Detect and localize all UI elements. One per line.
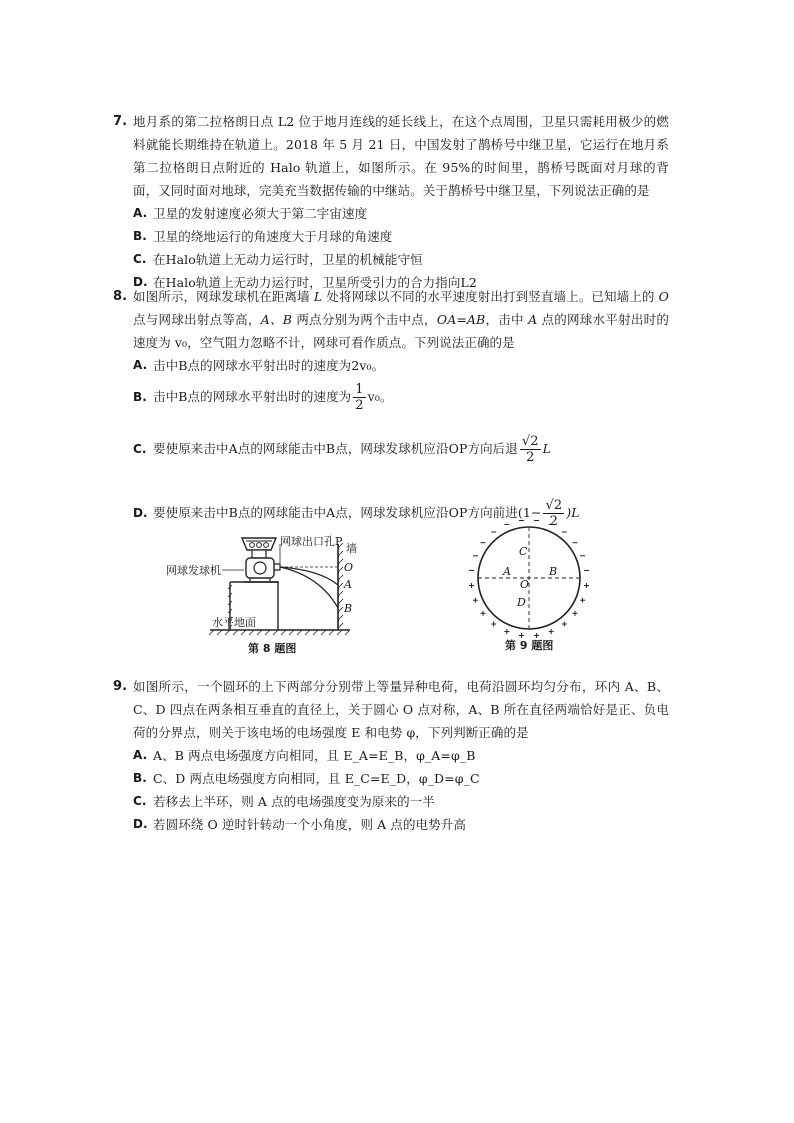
stem-text: A、B — [260, 312, 293, 327]
figure-9 — [465, 520, 605, 655]
stem-text: A — [528, 312, 538, 327]
numerator: √2 — [521, 434, 539, 449]
option-text: 若圆环绕 O 逆时针转动一个小角度，则 A 点的电势升高 — [153, 817, 466, 832]
option-text: A、B 两点电场强度方向相同，且 E_A=E_B，φ_A=φ_B — [153, 748, 476, 763]
option-label: D. — [133, 506, 148, 520]
denominator: 2 — [526, 450, 535, 465]
option-label: A. — [133, 748, 148, 762]
question-8 — [113, 285, 669, 539]
option-text: )L — [566, 505, 580, 520]
option-c — [133, 423, 669, 475]
option-a — [133, 744, 669, 767]
denominator: 2 — [549, 514, 559, 529]
point-c-label: C — [519, 545, 528, 558]
question-number: 9. — [113, 679, 128, 694]
question-number: 7. — [113, 114, 128, 129]
stem-text: 点的网球水平射出时的速度为 v₀，空气阻力忽略不计，网球可看作质点。下列说法正确的是 — [133, 312, 669, 350]
question-stem: 如图所示，一个圆环的上下两部分分别带上等量异种电荷，电荷沿圆环均匀分布，环内 A、B、C、D 四点在两条相互垂直的直径上，关于圆心 O 点对称，A、B 所在直径两端恰好是正、负电荷的分界点，则关于该电场的电场强度 E 和电势 φ，下列判断正确的是 — [133, 679, 669, 740]
point-b-label: B — [549, 565, 558, 578]
center-o-label: O — [520, 578, 530, 591]
option-text: 在Halo轨道上无动力运行时，卫星的机械能守恒 — [153, 252, 423, 267]
option-text: 若移去上半环，则 A 点的电场强度变为原来的一半 — [153, 794, 435, 809]
figure-8 — [166, 530, 370, 660]
option-b — [133, 225, 669, 248]
option-c — [133, 248, 669, 271]
option-text: 击中B点的网球水平射出时的速度为 — [153, 389, 352, 404]
stem-text: ，击中 — [485, 312, 529, 327]
hole-label: 网球出口孔P — [280, 535, 343, 548]
stem-text: 点与网球出射点等高， — [133, 312, 261, 327]
stem-text: OA=AB — [436, 312, 486, 327]
wall-label: 墙 — [346, 542, 357, 555]
option-label: D. — [133, 275, 148, 289]
option-b — [133, 377, 669, 417]
option-text: 要使原来击中A点的网球能击中B点，网球发球机应沿OP方向后退 — [153, 441, 518, 456]
option-text: v₀。 — [367, 389, 393, 404]
option-c — [133, 790, 669, 813]
question-stem — [133, 285, 669, 354]
option-label: C. — [133, 442, 147, 456]
option-a — [133, 354, 669, 377]
point-a-label: A — [344, 578, 352, 591]
option-a — [133, 202, 669, 225]
option-b — [133, 767, 669, 790]
option-text: 卫星的发射速度必须大于第二宇宙速度 — [153, 206, 368, 221]
option-label: D. — [133, 817, 148, 831]
option-label: A. — [133, 358, 148, 372]
question-9 — [113, 675, 669, 836]
figure-caption: 第 9 题图 — [505, 639, 554, 652]
figure-caption: 第 8 题图 — [248, 642, 297, 655]
option-text: 要使原来击中B点的网球能击中A点，网球发球机应沿OP方向前进(1− — [153, 505, 542, 520]
point-d-label: D — [517, 596, 526, 609]
numerator: 1 — [355, 382, 364, 397]
point-b-label: B — [344, 602, 353, 615]
option-label: B. — [133, 390, 147, 404]
option-d — [133, 813, 669, 836]
ground-label: 水平地面 — [212, 616, 256, 629]
point-a-label: A — [503, 565, 511, 578]
stem-text: 处将网球以不同的水平速度射出打到竖直墙上。已知墙上的 — [322, 289, 659, 304]
option-label: B. — [133, 229, 147, 243]
option-text: C、D 两点电场强度方向相同，且 E_C=E_D，φ_D=φ_C — [153, 771, 480, 786]
denominator: 2 — [355, 398, 364, 413]
machine-label: 网球发球机 — [166, 564, 221, 577]
stem-text: 如图所示，网球发球机在距离墙 — [133, 289, 314, 304]
option-label: C. — [133, 252, 147, 266]
option-label: A. — [133, 206, 148, 220]
option-text: 卫星的绕地运行的角速度大于月球的角速度 — [153, 229, 393, 244]
point-o-label: O — [344, 561, 354, 574]
option-label: C. — [133, 794, 147, 808]
option-text: L — [542, 441, 552, 456]
figure-9-diagram — [465, 520, 605, 655]
stem-text: L — [313, 289, 323, 304]
fraction — [520, 434, 541, 465]
fraction — [353, 382, 365, 413]
question-7 — [113, 110, 669, 294]
question-stem: 地月系的第二拉格朗日点 L2 位于地月连线的延长线上，在这个点周围，卫星只需耗用极少的燃料就能长期维持在轨道上。2018 年 5 月 21 日，中国发射了鹊桥号中继卫星，它运行在地月系第二拉格朗日点附近的 Halo 轨道上，如图所示。在 95%的时间里，鹊桥号既面对月球的背面，又同时面对地球，完美充当数据传输的中继站。关于鹊桥号中继卫星，下列说法正确的是 — [133, 114, 669, 198]
numerator: √2 — [545, 498, 563, 513]
stem-text: O — [658, 289, 669, 304]
option-text: 在Halo轨道上无动力运行时，卫星所受引力的合力指向L2 — [153, 275, 477, 290]
stem-text: 两点分别为两个击中点， — [292, 312, 437, 327]
question-number: 8. — [113, 289, 128, 304]
option-text: 击中B点的网球水平射出时的速度为2v₀。 — [153, 358, 385, 373]
option-label: B. — [133, 771, 147, 785]
